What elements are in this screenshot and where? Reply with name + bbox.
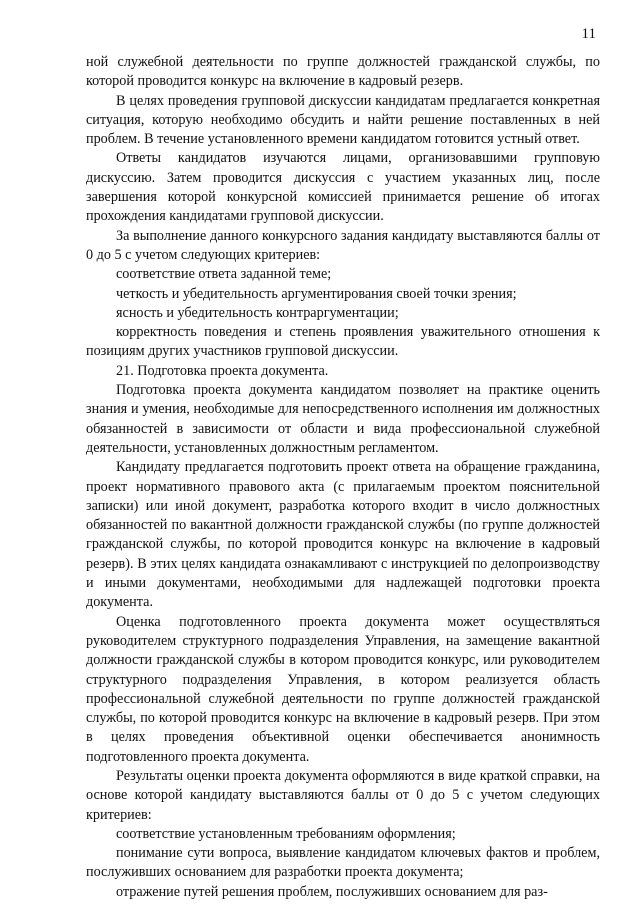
criteria-item: корректность поведения и степень проявления уважительного отношения к позициям других участников групповой дискуссии.: [86, 324, 600, 360]
document-body: [86, 53, 600, 902]
paragraph: Оценка подготовленного проекта документа может осуществляться руководителем структурного подразделения Управления, на замещение вакантной должности гражданской службы в котором проводится конкурс, или руководителем структурного подразделения Управления, в котором реализуется область профессиональной служебной деятельности по группе должностей гражданской службы, по которой проводится конкурс на включение в кадровый резерв. При этом в целях проведения объективной оценки обеспечивается анонимность подготовленного проекта документа.: [86, 613, 600, 765]
criteria-item: ясность и убедительность контраргументации;: [116, 304, 399, 321]
section-heading: 21. Подготовка проекта документа.: [116, 362, 329, 379]
paragraph: Кандидату предлагается подготовить проект ответа на обращение гражданина, проект нормативного правового акта (с прилагаемым проектом пояснительной записки) или иной документ, разработка которого входит в число должностных обязанностей по вакантной должности гражданской службы (по группе должностей гражданской службы, по которой проводится конкурс на включение в кадровый резерв). В этих целях кандидата ознакамливают с инструкцией по делопроизводству и иными документами, необходимыми для надлежащей подготовки проекта документа.: [86, 459, 600, 611]
criteria-item: соответствие установленным требованиям оформления;: [116, 825, 456, 842]
paragraph: Результаты оценки проекта документа оформляются в виде краткой справки, на основе которой кандидату выставляются баллы от 0 до 5 с учетом следующих критериев:: [86, 767, 600, 823]
paragraph: Подготовка проекта документа кандидатом позволяет на практике оценить знания и умения, необходимые для непосредственного исполнения им должностных обязанностей в зависимости от области и вида профессиональной служебной деятельности, установленных должностным регламентом.: [86, 382, 600, 456]
paragraph: Ответы кандидатов изучаются лицами, организовавшими групповую дискуссию. Затем проводится дискуссия с участием указанных лиц, после завершения которой конкурсной комиссией принимается решение об итогах прохождения кандидатами групповой дискуссии.: [86, 150, 600, 225]
criteria-item: отражение путей решения проблем, послуживших основанием для раз-: [116, 883, 548, 900]
paragraph: ной служебной деятельности по группе должностей гражданской службы, по которой проводится конкурс на включение в кадровый резерв.: [86, 54, 600, 90]
page-number: 11: [581, 26, 596, 42]
criteria-item: соответствие ответа заданной теме;: [116, 266, 332, 283]
paragraph: За выполнение данного конкурсного задания кандидату выставляются баллы от 0 до 5 с учетом следующих критериев:: [86, 227, 600, 263]
criteria-item: понимание сути вопроса, выявление кандидатом ключевых фактов и проблем, послуживших основанием для разработки проекта документа;: [86, 845, 600, 881]
criteria-item: четкость и убедительность аргументирования своей точки зрения;: [116, 285, 517, 302]
paragraph: В целях проведения групповой дискуссии кандидатам предлагается конкретная ситуация, которую необходимо обсудить и найти решение поставленных в ней проблем. В течение установленного времени кандидатом готовится устный ответ.: [86, 92, 600, 148]
